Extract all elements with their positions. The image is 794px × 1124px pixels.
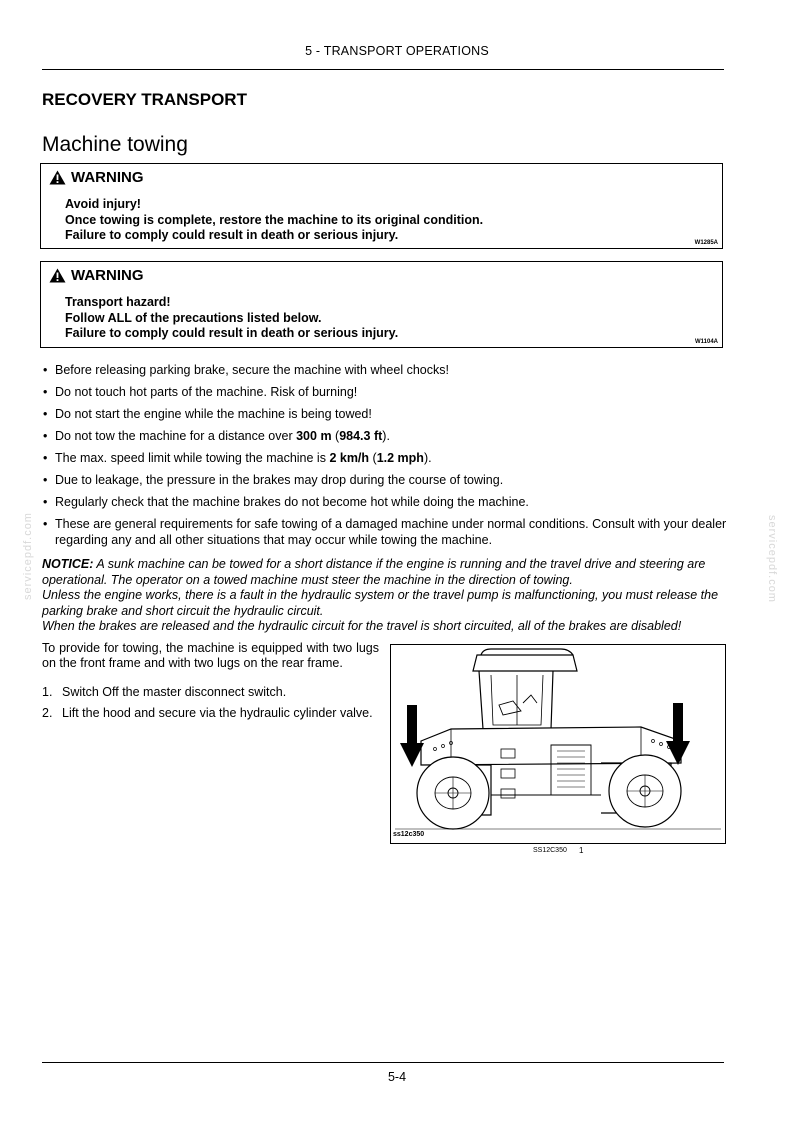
list-item — [42, 451, 727, 467]
list-item — [42, 385, 727, 401]
notice-block — [42, 557, 727, 635]
step-text: Lift the hood and secure via the hydraulic cylinder valve. — [62, 706, 373, 720]
figure-frame — [390, 644, 726, 844]
list-item — [42, 495, 727, 511]
notice-text: A sunk machine can be towed for a short distance if the engine is running and the travel drive and steering are operational. The operator on a towed machine must steer the machine in the direction of towing. — [42, 557, 706, 587]
page-number: 5-4 — [387, 1070, 407, 1084]
list-item — [42, 407, 727, 423]
step-item — [42, 706, 379, 721]
warning-box-injury — [40, 163, 723, 249]
list-item — [42, 517, 727, 548]
text-fragment: ). — [382, 429, 390, 443]
warning-heading — [49, 169, 144, 186]
watermark-right: servicepdf.com — [766, 515, 778, 603]
list-item-text: Do not start the engine while the machine is being towed! — [55, 407, 372, 421]
bullet-marker: • — [43, 451, 48, 465]
notice-paragraph — [42, 557, 727, 588]
notice-label: NOTICE: — [42, 557, 94, 571]
warning-box-transport — [40, 261, 723, 348]
bullet-marker: • — [43, 495, 48, 509]
text-fragment: ( — [331, 429, 340, 443]
bullet-marker: • — [43, 363, 48, 377]
warning-line: Failure to comply could result in death or serious injury. — [65, 228, 399, 242]
list-item-text: Do not touch hot parts of the machine. Risk of burning! — [55, 385, 358, 399]
list-item-text: Do not tow the machine for a distance over — [55, 429, 297, 443]
warning-message — [65, 197, 483, 244]
roller-illustration — [391, 645, 725, 843]
warning-triangle-icon — [49, 170, 66, 185]
footer-rule — [42, 1062, 724, 1063]
precautions-list — [42, 363, 727, 555]
bullet-marker: • — [43, 407, 48, 421]
bullet-marker: • — [43, 517, 48, 531]
step-item — [42, 685, 379, 700]
list-item — [42, 429, 727, 445]
watermark-left: servicepdf.com — [22, 512, 34, 600]
towing-instructions — [42, 641, 379, 727]
warning-line: Avoid injury! — [65, 197, 141, 211]
warning-code: W1104A — [694, 339, 718, 345]
warning-heading-text: WARNING — [71, 169, 144, 186]
list-item-text: Due to leakage, the pressure in the brakes may drop during the course of towing. — [55, 473, 504, 487]
figure-inner-label: ss12c350 — [393, 831, 425, 838]
header-rule — [42, 69, 724, 70]
warning-line: Once towing is complete, restore the machine to its original condition. — [65, 212, 484, 227]
bullet-marker: • — [43, 385, 48, 399]
step-text: Switch Off the master disconnect switch. — [62, 685, 287, 699]
speed-metric: 2 km/h — [329, 451, 370, 465]
list-item-text: The max. speed limit while towing the machine is — [55, 451, 330, 465]
warning-triangle-icon — [49, 268, 66, 283]
warning-line: Failure to comply could result in death or serious injury. — [65, 326, 399, 340]
bullet-marker: • — [43, 429, 48, 443]
figure-caption: SS12C350 — [533, 847, 567, 854]
notice-paragraph: When the brakes are released and the hydraulic circuit for the travel is short circuited, all of the brakes are disabled! — [42, 619, 682, 633]
list-item-text: These are general requirements for safe towing of a damaged machine under normal conditions. Consult with your dealer regarding any and all other situations that may occur while towing the machine. — [55, 517, 727, 547]
warning-line: Transport hazard! — [65, 295, 171, 309]
step-number: 2. — [42, 706, 53, 720]
warning-heading — [49, 267, 144, 284]
warning-line: Follow ALL of the precautions listed below. — [65, 310, 322, 325]
text-fragment: ( — [369, 451, 377, 465]
list-item — [42, 473, 727, 489]
warning-code: W1285A — [694, 240, 718, 246]
figure-number: 1 — [579, 846, 584, 855]
running-header: 5 - TRANSPORT OPERATIONS — [305, 44, 489, 58]
distance-imperial: 984.3 ft — [339, 429, 383, 443]
warning-heading-text: WARNING — [71, 267, 144, 284]
bullet-marker: • — [43, 473, 48, 487]
steps-list — [42, 685, 379, 721]
distance-metric: 300 m — [296, 429, 332, 443]
list-item-text: Regularly check that the machine brakes do not become hot while doing the machine. — [55, 495, 529, 509]
intro-paragraph: To provide for towing, the machine is equipped with two lugs on the front frame and with two lugs on the rear frame. — [42, 641, 379, 670]
step-number: 1. — [42, 685, 53, 699]
section-title: RECOVERY TRANSPORT — [42, 90, 247, 109]
list-item-text: Before releasing parking brake, secure the machine with wheel chocks! — [55, 363, 449, 377]
subsection-title: Machine towing — [42, 133, 188, 156]
list-item — [42, 363, 727, 379]
warning-message — [65, 295, 398, 342]
speed-imperial: 1.2 mph — [376, 451, 424, 465]
text-fragment: ). — [423, 451, 432, 465]
notice-paragraph: Unless the engine works, there is a fault in the hydraulic system or the travel pump is malfunctioning, you must release the parking brake and short circuit the hydraulic circuit. — [42, 588, 719, 618]
